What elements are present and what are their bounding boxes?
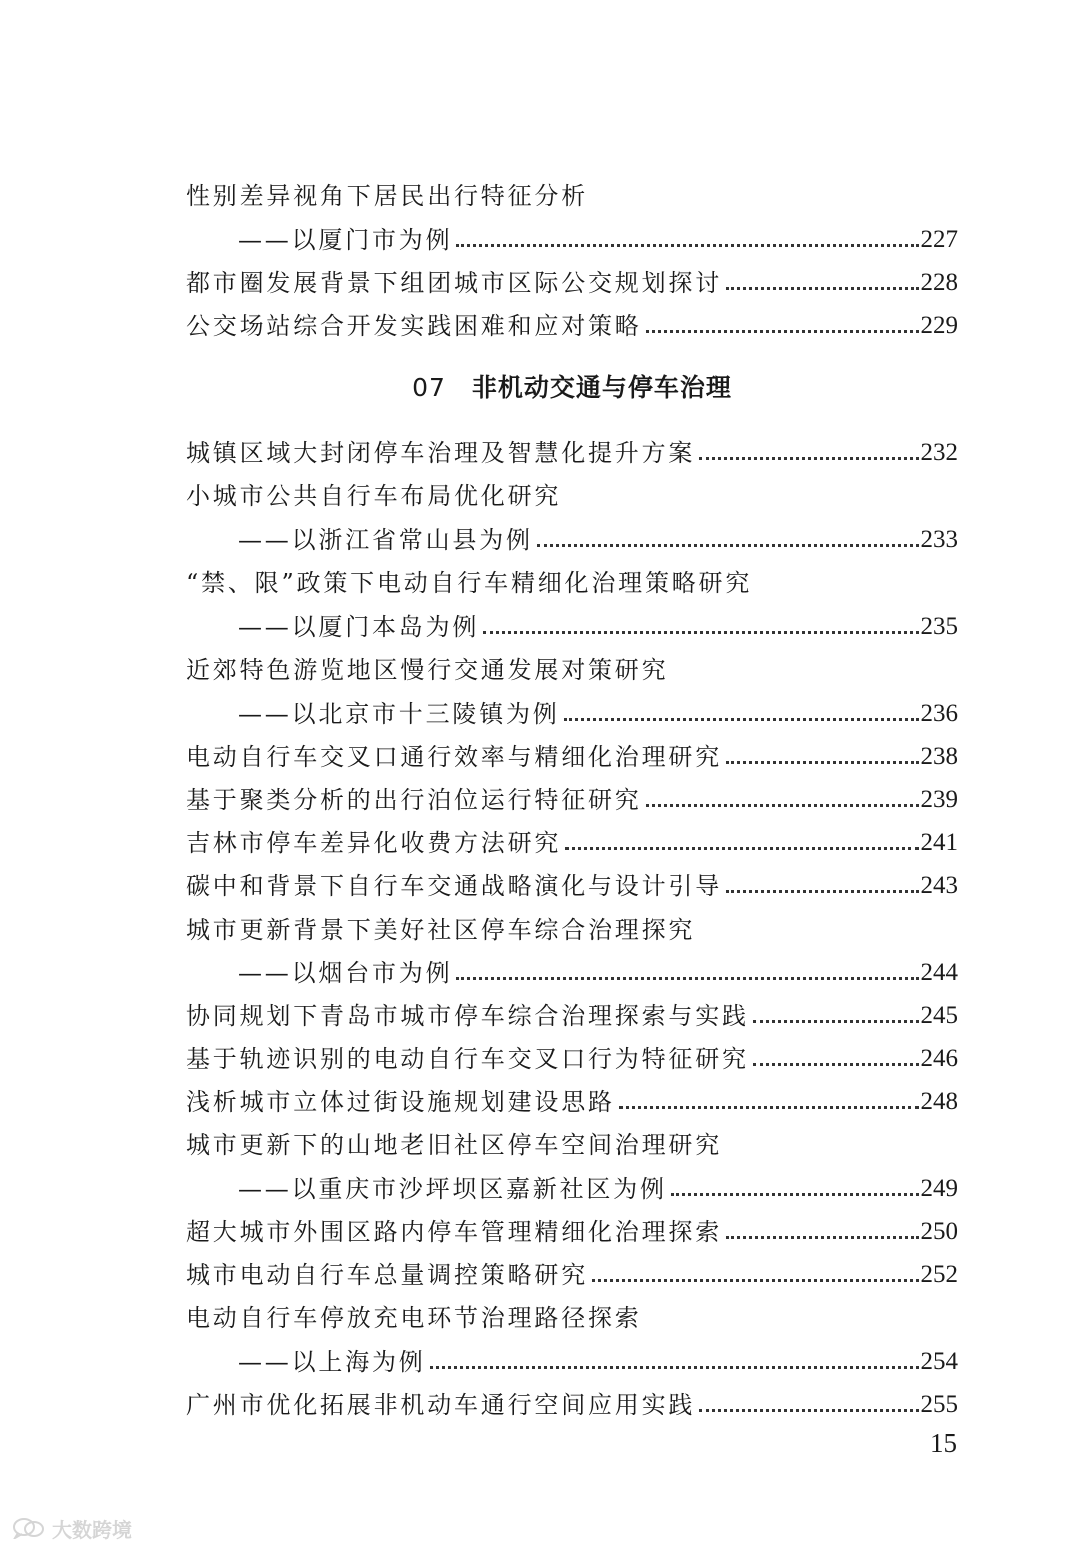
toc-entry[interactable]	[186, 1034, 958, 1074]
toc-entry-page: 235	[920, 613, 958, 640]
toc-entry[interactable]	[186, 991, 958, 1031]
toc-entry[interactable]	[186, 301, 958, 341]
toc-entry-page: 241	[920, 829, 958, 856]
watermark-text: 大数跨境	[52, 1517, 132, 1542]
toc-entry-subtitle[interactable]	[186, 515, 958, 555]
toc-entry[interactable]	[186, 1207, 958, 1247]
dot-leader	[726, 890, 919, 893]
toc-entry-page: 252	[920, 1261, 958, 1288]
toc-entry-page: 228	[920, 269, 958, 296]
toc-entry[interactable]	[186, 905, 958, 945]
section-title: 非机动交通与停车治理	[471, 373, 732, 402]
toc-entry[interactable]	[186, 1293, 958, 1333]
toc-entry-page: 239	[920, 786, 958, 813]
toc-entry-subtitle[interactable]	[186, 689, 958, 729]
toc-entry-title: 近郊特色游览地区慢行交通发展对策研究	[186, 656, 669, 684]
toc-entry[interactable]	[186, 258, 958, 298]
watermark	[12, 1514, 132, 1542]
chat-bubble-icon	[12, 1517, 46, 1539]
toc-entry-title: ——以厦门市为例	[238, 226, 453, 254]
toc-entry-title: 都市圈发展背景下组团城市区际公交规划探讨	[186, 269, 722, 297]
toc-entry-title: 城市更新下的山地老旧社区停车空间治理研究	[186, 1131, 722, 1159]
toc-entry-title: 公交场站综合开发实践困难和应对策略	[186, 312, 642, 340]
dot-leader	[592, 1279, 919, 1282]
toc-entry-subtitle[interactable]	[186, 215, 958, 255]
dot-leader	[619, 1106, 919, 1109]
dot-leader	[456, 977, 918, 980]
dot-leader	[726, 287, 919, 290]
dot-leader	[564, 718, 919, 721]
dot-leader	[565, 847, 918, 850]
toc-entry-page: 249	[920, 1175, 958, 1202]
dot-leader	[646, 330, 919, 333]
toc-entry-title: 城市更新背景下美好社区停车综合治理探究	[186, 916, 696, 944]
toc-entry-title: ——以烟台市为例	[238, 959, 453, 987]
toc-entry-page: 232	[920, 439, 958, 466]
toc-entry[interactable]	[186, 1380, 958, 1420]
dot-leader	[726, 1236, 919, 1239]
toc-entry-title: ——以厦门本岛为例	[238, 613, 480, 641]
toc-entry[interactable]	[186, 471, 958, 511]
toc-entry-page: 248	[920, 1088, 958, 1115]
toc-entry[interactable]	[186, 861, 958, 901]
toc-entry-page: 238	[920, 743, 958, 770]
toc-entry-title: 电动自行车交叉口通行效率与精细化治理研究	[186, 743, 722, 771]
toc-entry-title: 浅析城市立体过街设施规划建设思路	[186, 1088, 615, 1116]
toc-entry-title: 超大城市外围区路内停车管理精细化治理探索	[186, 1218, 722, 1246]
section-heading	[186, 368, 958, 408]
toc-entry-title: 基于聚类分析的出行泊位运行特征研究	[186, 786, 642, 814]
toc-entry-title: ——以重庆市沙坪坝区嘉新社区为例	[238, 1175, 667, 1203]
toc-entry[interactable]	[186, 645, 958, 685]
toc-entry[interactable]	[186, 1250, 958, 1290]
page-number: 15	[930, 1428, 957, 1458]
toc-entry-page: 246	[920, 1045, 958, 1072]
toc-entry-page: 233	[920, 526, 958, 553]
toc-entry-title: 城市电动自行车总量调控策略研究	[186, 1261, 588, 1289]
dot-leader	[726, 761, 919, 764]
toc-entry[interactable]	[186, 558, 958, 598]
toc-entry-title: 电动自行车停放充电环节治理路径探索	[186, 1304, 642, 1332]
toc-entry-title: ——以北京市十三陵镇为例	[238, 700, 560, 728]
toc-entry-title: 碳中和背景下自行车交通战略演化与设计引导	[186, 872, 722, 900]
toc-entry-title: 吉林市停车差异化收费方法研究	[186, 829, 562, 857]
toc-entry-page: 236	[920, 700, 958, 727]
toc-entry-title: 广州市优化拓展非机动车通行空间应用实践	[186, 1391, 696, 1419]
toc-entry-page: 255	[920, 1391, 958, 1418]
toc-entry-title: 协同规划下青岛市城市停车综合治理探索与实践	[186, 1002, 749, 1030]
toc-entry-page: 229	[920, 312, 958, 339]
toc-entry[interactable]	[186, 732, 958, 772]
toc-entry[interactable]	[186, 1120, 958, 1160]
toc-entry-title: ——以浙江省常山县为例	[238, 526, 533, 554]
dot-leader	[646, 804, 919, 807]
toc-entry-subtitle[interactable]	[186, 1164, 958, 1204]
dot-leader	[483, 631, 918, 634]
toc-entry-subtitle[interactable]	[186, 1337, 958, 1377]
toc-entry[interactable]	[186, 775, 958, 815]
toc-entry[interactable]	[186, 428, 958, 468]
toc-entry[interactable]	[186, 171, 958, 211]
dot-leader	[537, 544, 919, 547]
toc-entry-page: 254	[920, 1348, 958, 1375]
dot-leader	[671, 1193, 919, 1196]
toc-entry[interactable]	[186, 818, 958, 858]
dot-leader	[753, 1063, 919, 1066]
toc-entry-title: “禁、限”政策下电动自行车精细化治理策略研究	[186, 569, 753, 597]
toc-entry-page: 243	[920, 872, 958, 899]
dot-leader	[430, 1366, 919, 1369]
toc-entry-subtitle[interactable]	[186, 602, 958, 642]
toc-entry-title: 小城市公共自行车布局优化研究	[186, 482, 562, 510]
toc-entry-title: 性别差异视角下居民出行特征分析	[186, 182, 588, 210]
toc-entry-page: 245	[920, 1002, 958, 1029]
dot-leader	[753, 1020, 919, 1023]
toc-entry-page: 244	[920, 959, 958, 986]
toc-entry-title: ——以上海为例	[238, 1348, 426, 1376]
dot-leader	[699, 1409, 918, 1412]
toc-entry-title: 城镇区域大封闭停车治理及智慧化提升方案	[186, 439, 696, 467]
toc-entry[interactable]	[186, 1077, 958, 1117]
section-number: 07	[412, 373, 446, 402]
toc-entry-page: 227	[920, 226, 958, 253]
toc-entry-title: 基于轨迹识别的电动自行车交叉口行为特征研究	[186, 1045, 749, 1073]
toc-entry-subtitle[interactable]	[186, 948, 958, 988]
dot-leader	[699, 457, 918, 460]
toc-entry-page: 250	[920, 1218, 958, 1245]
dot-leader	[456, 244, 918, 247]
